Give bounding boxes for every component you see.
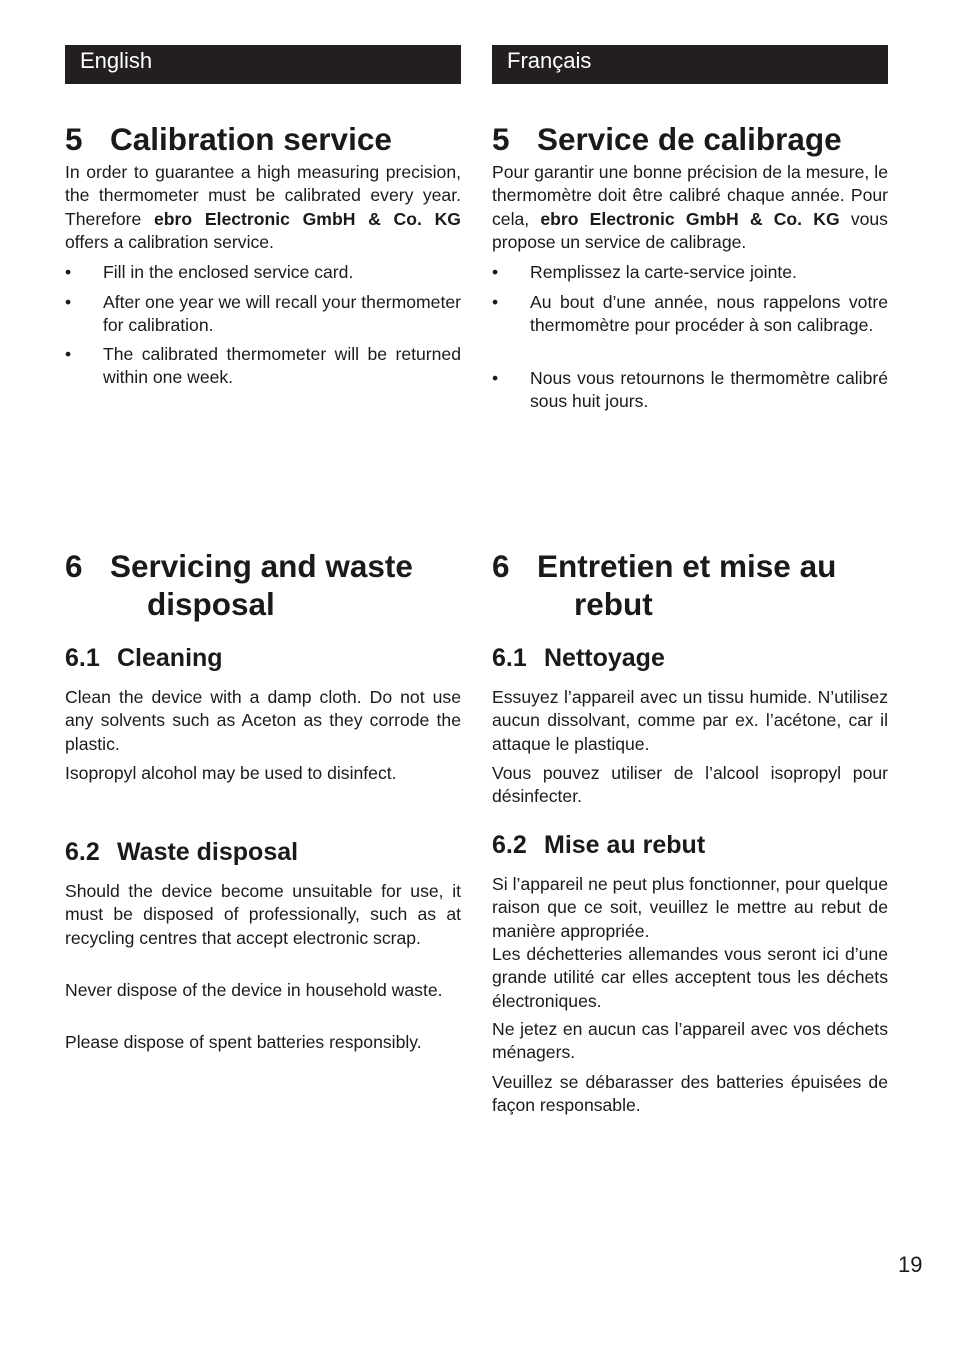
- list-item: [492, 367, 888, 414]
- section-5-heading: [65, 120, 392, 158]
- bullet-icon: •: [492, 292, 499, 312]
- list-item: [65, 261, 461, 284]
- subsection-6-1-heading: [492, 643, 665, 673]
- section-5-heading: [492, 120, 842, 158]
- language-header-english: English: [65, 45, 461, 84]
- batteries-paragraph: Please dispose of spent batteries responsibly.: [65, 1032, 422, 1052]
- subsection-title: Nettoyage: [544, 644, 665, 672]
- subsection-6-2-heading: [65, 837, 298, 867]
- subsection-title: Cleaning: [117, 644, 223, 672]
- bullet-icon: •: [65, 292, 72, 312]
- subsection-title: Waste disposal: [117, 838, 299, 866]
- disposal-paragraph: Should the device become unsuitable for use, it must be disposed of professionally, such as at recycling centres that accept electronic scrap.: [65, 881, 461, 948]
- recycling-centres-paragraph: Les déchetteries allemandes vous seront ici d’une grande utilité car elles acceptent tous les déchets électroniques.: [492, 944, 888, 1011]
- language-header-french: Français: [492, 45, 888, 84]
- intro-text: In order to guarantee a high measuring precision, the thermometer must be calibrated every year. Therefore: [65, 162, 461, 229]
- section-number: 5: [65, 121, 83, 157]
- subsection-number: 6.2: [65, 838, 100, 866]
- section-number: 6: [65, 548, 83, 584]
- list-item-text: After one year we will recall your thermometer for calibration.: [103, 292, 461, 336]
- list-item-text: Nous vous retournons le thermomètre calibré sous huit jours.: [530, 368, 888, 412]
- household-waste-paragraph: Never dispose of the device in household waste.: [65, 980, 443, 1000]
- bullet-icon: •: [492, 368, 499, 388]
- section-number: 5: [492, 121, 510, 157]
- bullet-icon: •: [492, 262, 499, 282]
- section-6-heading: [492, 547, 836, 623]
- calibration-intro: [65, 161, 461, 254]
- list-item: [492, 261, 888, 284]
- company-name: ebro Electronic GmbH & Co. KG: [154, 208, 461, 229]
- list-item-text: Remplissez la carte-service jointe.: [530, 262, 797, 282]
- subsection-number: 6.1: [65, 644, 100, 672]
- list-item-text: Au bout d’une année, nous rappelons votre thermomètre pour procéder à son calibrage.: [530, 292, 888, 336]
- disinfect-paragraph: Isopropyl alcohol may be used to disinfect.: [65, 763, 397, 783]
- household-waste-paragraph: Ne jetez en aucun cas l’appareil avec vos déchets ménagers.: [492, 1019, 888, 1063]
- section-title: Calibration service: [110, 121, 392, 157]
- batteries-paragraph: Veuillez se débarasser des batteries épuisées de façon responsable.: [492, 1072, 888, 1116]
- bullet-icon: •: [65, 262, 72, 282]
- subsection-number: 6.1: [492, 644, 527, 672]
- section-title: Service de calibrage: [537, 121, 842, 157]
- section-title: Entretien et mise au: [537, 548, 837, 584]
- intro-text-end: offers a calibration service.: [65, 231, 274, 252]
- page-number: 19: [898, 1252, 923, 1277]
- company-name: ebro Electronic GmbH & Co. KG: [540, 208, 840, 229]
- subsection-title: Mise au rebut: [544, 831, 706, 859]
- disposal-paragraph: Si l’appareil ne peut plus fonctionner, pour quelque raison que ce soit, veuillez le mettre au rebut de manière appropriée.: [492, 874, 888, 941]
- disinfect-paragraph: Vous pouvez utiliser de l’alcool isopropyl pour désinfecter.: [492, 763, 888, 807]
- list-item-text: Fill in the enclosed service card.: [103, 262, 354, 282]
- list-item: [65, 291, 461, 338]
- cleaning-paragraph: Clean the device with a damp cloth. Do not use any solvents such as Aceton as they corrode the plastic.: [65, 687, 461, 754]
- cleaning-paragraph: Essuyez l’appareil avec un tissu humide. N’utilisez aucun dissolvant, comme par ex. l’acétone, car il attaque le plastique.: [492, 687, 888, 754]
- bullet-icon: •: [65, 344, 72, 364]
- list-item-text: The calibrated thermometer will be returned within one week.: [103, 344, 461, 388]
- section-title-continued: rebut: [574, 586, 653, 622]
- subsection-number: 6.2: [492, 831, 527, 859]
- list-item: [492, 291, 888, 338]
- intro-text: Pour garantir une bonne précision de la mesure, le thermomètre doit être calibré chaque année. Pour cela,: [492, 162, 888, 229]
- calibration-intro: [492, 161, 888, 254]
- section-title-continued: disposal: [147, 586, 275, 622]
- intro-text-end: vous propose un service de calibrage.: [492, 208, 888, 252]
- list-item: [65, 343, 461, 390]
- subsection-6-2-heading: [492, 830, 705, 860]
- subsection-6-1-heading: [65, 643, 223, 673]
- section-6-heading: [65, 547, 413, 623]
- section-title: Servicing and waste: [110, 548, 413, 584]
- section-number: 6: [492, 548, 510, 584]
